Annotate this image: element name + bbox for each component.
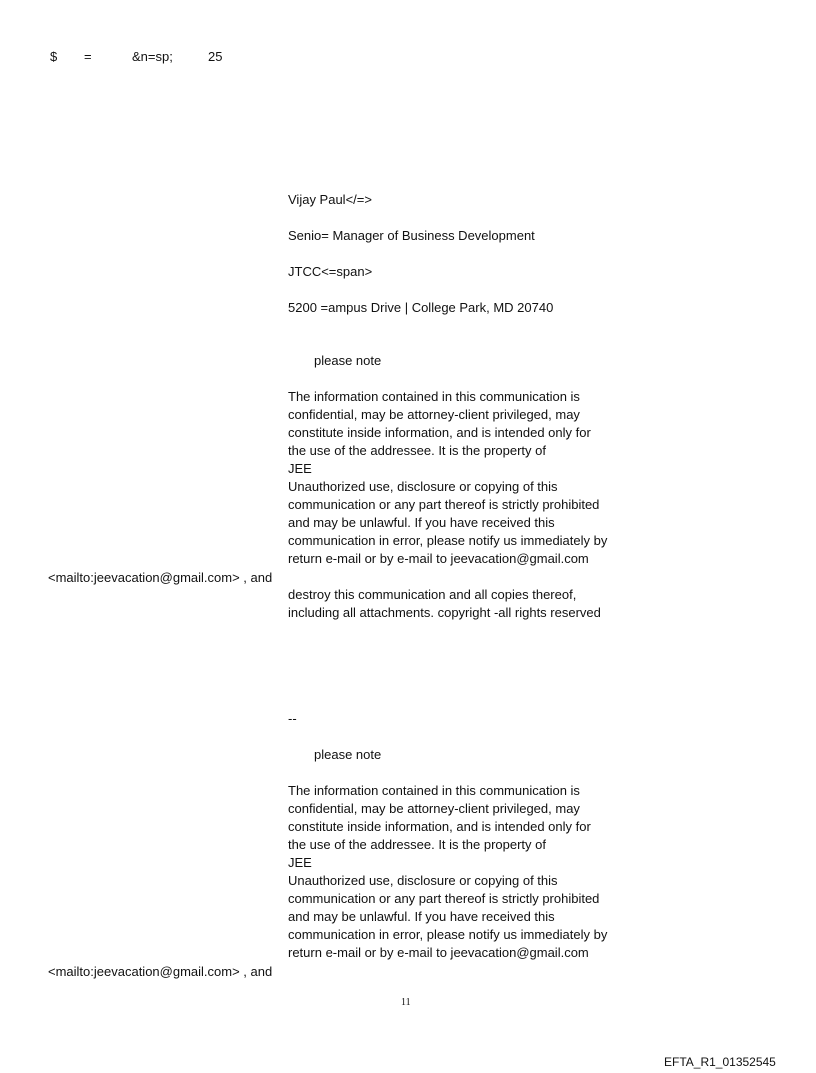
notice2-line: confidential, may be attorney-client privileged, may [288,801,580,816]
notice2-line: JEE [288,855,312,870]
notice2-mailto-link[interactable]: <mailto:jeevacation@gmail.com> , and [48,964,273,979]
notice2-line: the use of the addressee. It is the property of [288,837,546,852]
separator: -- [288,711,297,726]
nbsp-entity: &n=sp; [132,49,173,64]
page-number: 11 [401,997,411,1008]
notice1-closing-line: including all attachments. copyright -all rights reserved [288,605,601,620]
notice2-line: constitute inside information, and is intended only for [288,819,591,834]
equals-sign: = [84,49,92,64]
notice1-line: confidential, may be attorney-client privileged, may [288,407,580,422]
notice1-line: communication or any part thereof is strictly prohibited [288,497,600,512]
notice1-line: return e-mail or by e-mail to jeevacation@gmail.com [288,551,589,566]
notice1-line: JEE [288,461,312,476]
notice1-line: and may be unlawful. If you have received this [288,515,555,530]
notice2-body [288,782,648,962]
notice1-line: constitute inside information, and is intended only for [288,425,591,440]
signature-name: Vijay Paul</=> [288,192,372,207]
notice1-line: Unauthorized use, disclosure or copying of this [288,479,558,494]
notice1-line: communication in error, please notify us immediately by [288,533,608,548]
notice2-line: communication or any part thereof is strictly prohibited [288,891,600,906]
notice1-line: The information contained in this communication is [288,389,580,404]
signature-title: Senio= Manager of Business Development [288,228,535,243]
notice2-line: The information contained in this communication is [288,783,580,798]
notice1-line: the use of the addressee. It is the property of [288,443,546,458]
notice2-line: and may be unlawful. If you have received this [288,909,555,924]
document-id: EFTA_R1_01352545 [664,1055,776,1069]
signature-address: 5200 =ampus Drive | College Park, MD 20740 [288,300,554,315]
number-value: 25 [208,49,223,64]
notice1-heading: please note [314,353,382,368]
dollar-sign: $ [50,49,58,64]
notice1-body [288,388,648,568]
notice2-line: Unauthorized use, disclosure or copying of this [288,873,558,888]
notice2-heading: please note [314,747,382,762]
notice2-line: communication in error, please notify us immediately by [288,927,608,942]
notice1-closing [288,586,648,622]
notice2-line: return e-mail or by e-mail to jeevacation@gmail.com [288,945,589,960]
notice1-closing-line: destroy this communication and all copies thereof, [288,587,577,602]
signature-company: JTCC<=span> [288,264,373,279]
notice1-mailto-link[interactable]: <mailto:jeevacation@gmail.com> , and [48,570,273,585]
